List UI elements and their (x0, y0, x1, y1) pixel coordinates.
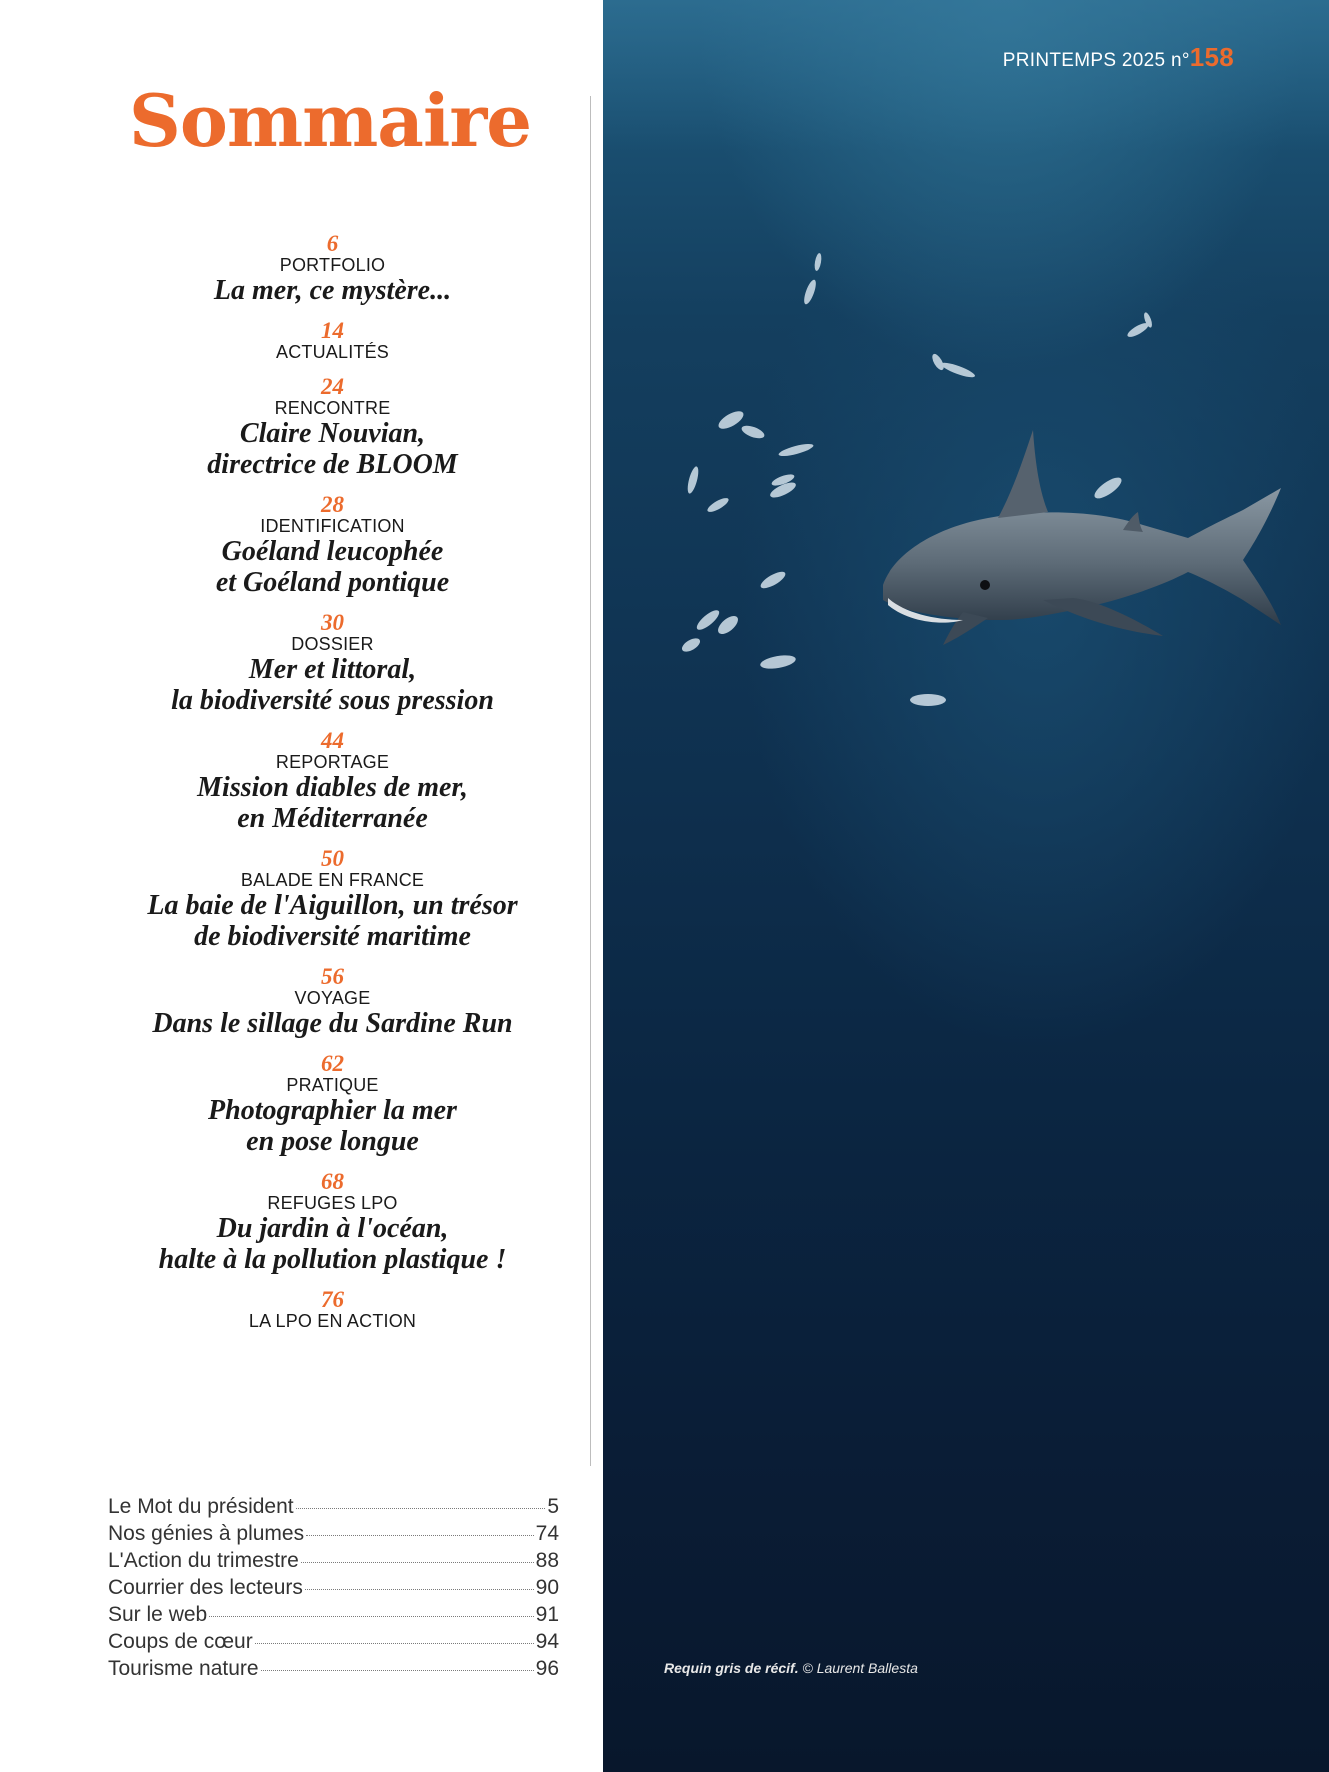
section-label: Tourisme nature (108, 1657, 259, 1680)
dot-leader (261, 1670, 534, 1671)
section-label: Nos génies à plumes (108, 1522, 305, 1545)
section-page-number: 5 (547, 1495, 559, 1518)
section-row (108, 1574, 559, 1601)
toc-title-line: Claire Nouvian, (239, 418, 426, 449)
section-row (108, 1547, 559, 1574)
toc-entry (110, 1052, 555, 1157)
toc-entry (110, 319, 555, 362)
toc-page-number: 68 (321, 1169, 344, 1194)
dot-leader (306, 1535, 534, 1536)
section-label: Coups de cœur (108, 1630, 253, 1653)
section-row (108, 1628, 559, 1655)
toc-title-line: Dans le sillage du Sardine Run (152, 1008, 513, 1039)
toc-title-line: et Goéland pontique (215, 567, 450, 598)
fish-school (680, 253, 1154, 706)
issue-line (1003, 42, 1234, 73)
shark (883, 430, 1281, 645)
column-divider (590, 96, 591, 1466)
water-surface (603, 0, 1329, 150)
photo-credit: © Laurent Ballesta (802, 1660, 918, 1676)
toc-title-line: Du jardin à l'océan, (216, 1213, 449, 1244)
recurring-sections-list (108, 1493, 559, 1682)
toc-title-line: Mer et littoral, (248, 654, 417, 685)
toc-title-line: en Méditerranée (237, 803, 428, 834)
toc-entry (110, 1288, 555, 1331)
toc-page-number: 44 (321, 728, 344, 753)
dot-leader (301, 1562, 534, 1563)
toc-rubric: ACTUALITÉS (275, 342, 390, 362)
section-page-number: 94 (535, 1630, 559, 1653)
toc-title-line: Goéland leucophée (221, 536, 444, 567)
toc-rubric: BALADE EN FRANCE (240, 870, 425, 890)
toc-rubric: VOYAGE (294, 988, 371, 1008)
toc-title-line: directrice de BLOOM (207, 449, 458, 480)
page-title: Sommaire (128, 78, 532, 163)
toc-rubric: LA LPO EN ACTION (248, 1311, 417, 1331)
toc-page-number: 30 (321, 610, 344, 635)
dot-leader (209, 1616, 533, 1617)
caption-text: Requin gris de récif. (664, 1660, 799, 1676)
toc-entry (110, 847, 555, 952)
toc-entry (110, 493, 555, 598)
section-row (108, 1520, 559, 1547)
section-label: L'Action du trimestre (108, 1549, 299, 1572)
photo-caption (664, 1660, 918, 1676)
toc-entry (110, 729, 555, 834)
shark-photo (603, 0, 1329, 1772)
toc-entry (110, 1170, 555, 1275)
toc-title-line: la biodiversité sous pression (171, 685, 494, 716)
toc-rubric: PRATIQUE (286, 1075, 379, 1095)
toc-title-line: La baie de l'Aiguillon, un trésor (147, 890, 518, 921)
section-row (108, 1601, 559, 1628)
toc-title-line: de biodiversité maritime (194, 921, 471, 952)
dot-leader (296, 1508, 546, 1509)
section-label: Sur le web (108, 1603, 208, 1626)
section-row (108, 1655, 559, 1682)
toc-entry (110, 232, 555, 306)
toc-rubric: REFUGES LPO (267, 1193, 398, 1213)
toc-rubric: REPORTAGE (275, 752, 390, 772)
toc-title-line: Photographier la mer (208, 1095, 457, 1126)
section-page-number: 88 (535, 1549, 559, 1572)
section-label: Le Mot du président (108, 1495, 294, 1518)
toc-title-line: La mer, ce mystère... (213, 275, 452, 306)
shark-illustration (603, 0, 1329, 1772)
section-page-number: 96 (535, 1657, 559, 1680)
toc-rubric: IDENTIFICATION (260, 516, 405, 536)
toc-page-number: 62 (321, 1051, 344, 1076)
toc-title-line: en pose longue (246, 1126, 419, 1157)
toc-entry (110, 965, 555, 1039)
toc-entry (110, 375, 555, 480)
issue-number: 158 (1189, 42, 1234, 72)
toc-rubric: RENCONTRE (274, 398, 391, 418)
toc-page-number: 50 (321, 846, 344, 871)
toc-title-line: halte à la pollution plastique ! (158, 1244, 507, 1275)
toc-list (110, 232, 555, 1344)
toc-page-number: 56 (321, 964, 344, 989)
toc-page-number: 14 (321, 318, 344, 343)
section-page-number: 74 (535, 1522, 559, 1545)
section-page-number: 90 (535, 1576, 559, 1599)
toc-rubric: DOSSIER (291, 634, 374, 654)
section-label: Courrier des lecteurs (108, 1576, 303, 1599)
section-row (108, 1493, 559, 1520)
table-of-contents-column (0, 0, 603, 1772)
dot-leader (305, 1589, 534, 1590)
toc-title-line: Mission diables de mer, (197, 772, 468, 803)
toc-rubric: PORTFOLIO (279, 255, 386, 275)
toc-page-number: 76 (321, 1287, 344, 1312)
issue-season: PRINTEMPS 2025 n° (1002, 50, 1190, 71)
toc-entry (110, 611, 555, 716)
toc-page-number: 24 (321, 374, 344, 399)
toc-page-number: 28 (321, 492, 344, 517)
toc-page-number: 6 (326, 231, 339, 256)
dot-leader (255, 1643, 534, 1644)
section-page-number: 91 (535, 1603, 559, 1626)
